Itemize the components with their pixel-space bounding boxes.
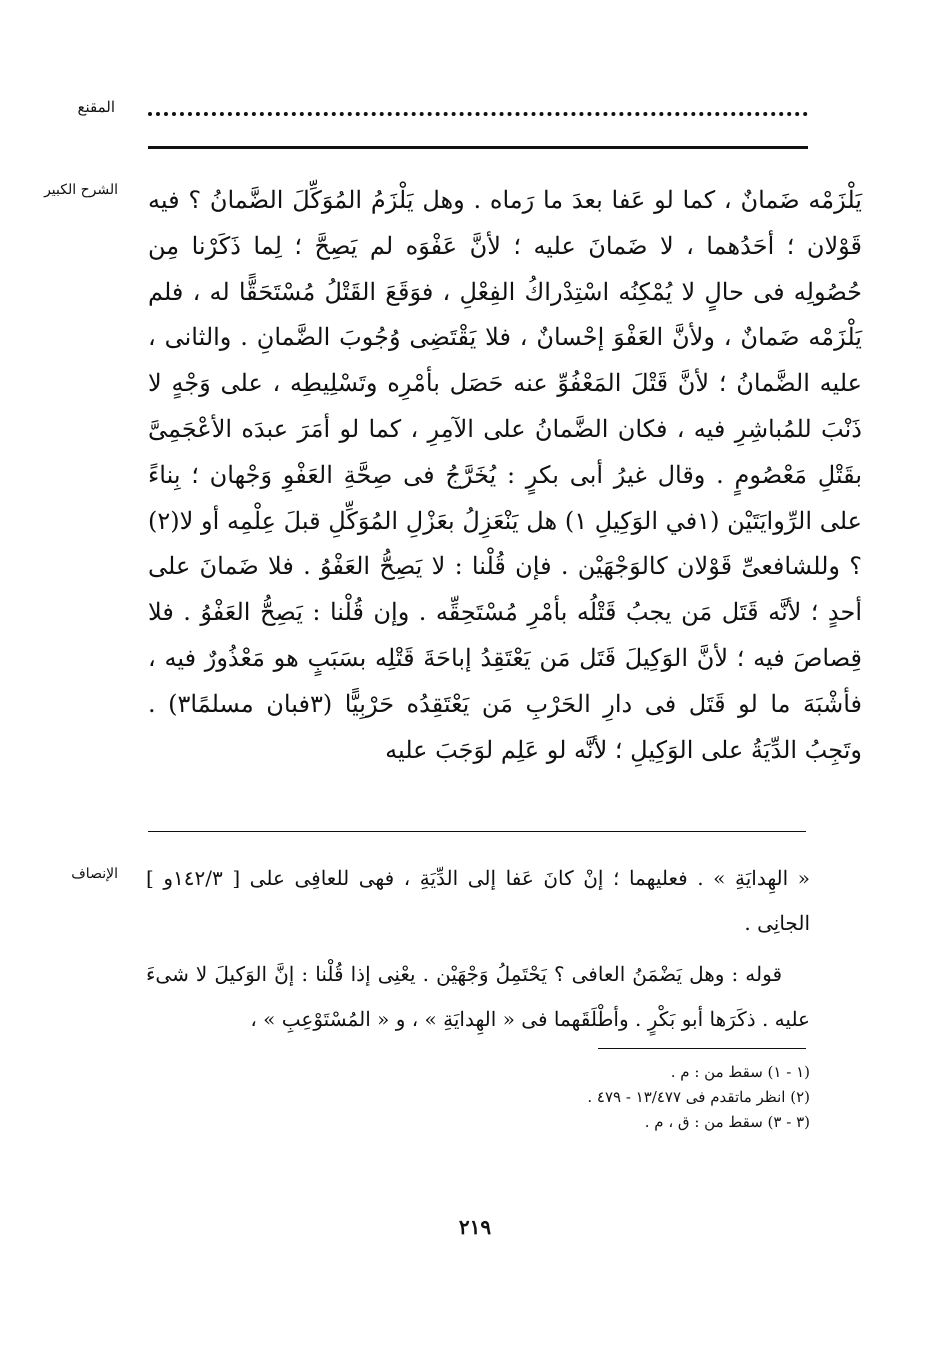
header-dotted-leader	[148, 104, 808, 116]
header-rule	[148, 146, 808, 149]
insaf-paragraph-2	[146, 952, 810, 1042]
section-separator	[148, 831, 806, 832]
footnote-2: (٢) انظر ماتقدم فى ١٣/٤٧٧ - ٤٧٩ .	[587, 1088, 810, 1106]
footnote-3: (٣ - ٣) سقط من : ق ، م .	[644, 1113, 810, 1131]
margin-label-insaf: الإنصاف	[71, 866, 118, 882]
footnote-rule	[598, 1048, 806, 1049]
insaf-paragraph-1	[146, 856, 810, 946]
insaf-text-1: « الهِدايَةِ » . فعليهما ؛ إنْ كانَ عَفا إلى الدِّيَةِ ، فهى للعافِى على [ ١٤٢/٣و ] الجانِى .	[146, 866, 810, 935]
margin-label-sharh: الشرح الكبير	[44, 182, 118, 198]
footnotes	[146, 1060, 810, 1135]
footnote-1: (١ - ١) سقط من : م .	[670, 1063, 810, 1081]
sharh-commentary	[148, 178, 862, 773]
page-number: ٢١٩	[458, 1215, 492, 1239]
sharh-paragraph: يَلْزَمْه ضَمانٌ ، كما لو عَفا بعدَ ما رَماه . وهل يَلْزَمُ المُوَكِّلَ الضَّمانُ ؟ فيه قَوْلان ؛ أحَدُهما ، لا ضَمانَ عليه ؛ لأنَّ عَفْوَه لم يَصِحَّ ؛ لِما ذَكَرْنا مِن حُصُولِه فى حالٍ لا يُمْكِنُه اسْتِدْراكُ الفِعْلِ ، فوَقَعَ القَتْلُ مُسْتَحَقًّا له ، فلم يَلْزَمْه ضَمانٌ ، ولأنَّ العَفْوَ إحْسانٌ ، فلا يَقْتَضِى وُجُوبَ الضَّمانِ . والثانى ، عليه الضَّمانُ ؛ لأنَّ قَتْلَ المَعْفُوِّ عنه حَصَل بأمْرِه وتَسْلِيطِه ، على وَجْهٍ لا ذَنْبَ للمُباشِرِ فيه ، فكان الضَّمانُ على الآمِرِ ، كما لو أمَرَ عبدَه الأعْجَمِىَّ بقَتْلِ مَعْصُومٍ . وقال غيرُ أبى بكرٍ : يُخَرَّجُ فى صِحَّةِ العَفْوِ وَجْهان ؛ بِناءً على الرِّوايَتَيْن (١في الوَكِيلِ ١) هل يَنْعَزِلُ بعَزْلِ المُوَكِّلِ قبلَ عِلْمِه أو لا(٢) ؟ وللشافعىِّ قَوْلان كالوَجْهَيْن . فإن قُلْنا : لا يَصِحُّ العَفْوُ . فلا ضَمانَ على أحدٍ ؛ لأنَّه قَتَل مَن يجبُ قَتْلُه بأمْرِ مُسْتَحِقِّه . وإن قُلْنا : يَصِحُّ العَفْوُ . فلا قِصاصَ فيه ؛ لأنَّ الوَكِيلَ قَتَل مَن يَعْتَقِدُ إباحَةَ قَتْلِه بسَبَبٍ هو مَعْذُورٌ فيه ، فأشْبَهَ ما لو قَتَل فى دارِ الحَرْبِ مَن يَعْتَقِدُه حَرْبِيًّا (٣فبان مسلمًا٣) . وتَجِبُ الدِّيَةُ على الوَكِيلِ ؛ لأنَّه لو عَلِم لوَجَبَ عليه	[148, 186, 863, 764]
insaf-text-2: قوله : وهل يَضْمَنُ العافى ؟ يَحْتَمِلُ وَجْهَيْن . يعْنِى إذا قُلْنا : إنَّ الوَكيلَ لا شىءَ عليه . ذكَرَها أبو بَكْرٍ . وأطْلَقَهما فى « الهِدايَةِ » ، و « المُسْتَوْعِبِ » ،	[146, 962, 810, 1031]
running-header-title: المقنع	[77, 98, 115, 116]
